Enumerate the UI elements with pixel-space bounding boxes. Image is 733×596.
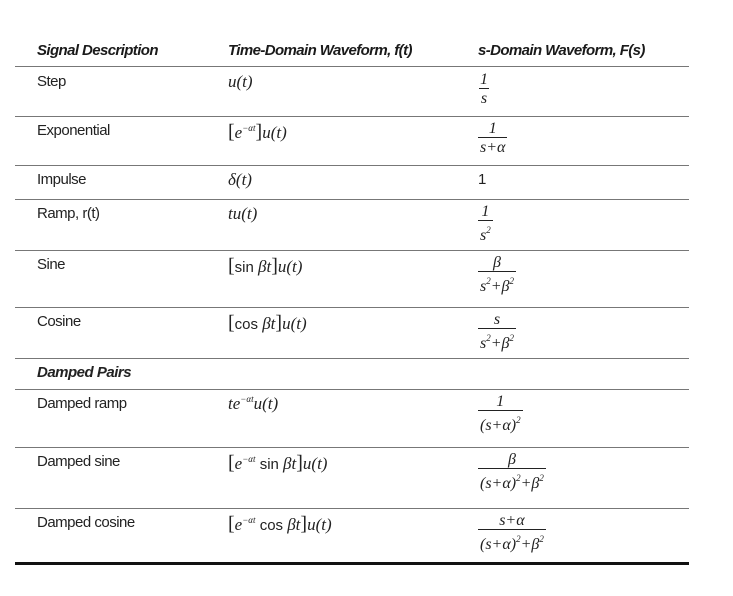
expr-post: u(t) (253, 394, 279, 413)
fraction-numerator: β (493, 254, 501, 271)
s-domain-expression (478, 71, 490, 108)
exponent: 2 (486, 333, 491, 343)
s-domain-expression (478, 512, 546, 554)
row-divider (15, 447, 689, 448)
table-bottom-rule (15, 562, 689, 565)
header-s-domain: s-Domain Waveform, F(s) (478, 42, 645, 59)
expr-open: [ (228, 255, 235, 277)
fraction-denominator (479, 88, 489, 108)
exponent: 2 (516, 473, 521, 483)
signal-description: Step (37, 73, 66, 90)
expr-close: ] (275, 312, 283, 334)
time-domain-expression (228, 394, 278, 414)
denominator-term: +β (520, 475, 540, 492)
expr-pre: u(t) (228, 72, 253, 91)
expr-fn: sin (234, 259, 259, 276)
expr-close: ] (255, 121, 263, 143)
denominator-base: s (480, 90, 488, 107)
signal-description: Damped sine (37, 453, 120, 470)
signal-description: Impulse (37, 171, 87, 188)
row-divider (15, 307, 689, 308)
time-domain-expression (228, 170, 252, 190)
signal-description: Exponential (37, 122, 110, 139)
expr-sup: −αt (242, 515, 256, 525)
expr-close: ] (300, 513, 308, 535)
exponent: 2 (516, 534, 521, 544)
denominator-term: +β (490, 335, 510, 352)
s-domain-expression: 1 (478, 171, 487, 188)
exponent: 2 (486, 276, 491, 286)
row-divider (15, 508, 689, 509)
expr-fn: cos (234, 316, 263, 333)
expr-pre: βt (258, 257, 272, 276)
exponent: 2 (486, 225, 491, 235)
fraction-numerator: 1 (481, 203, 490, 220)
expr-mid: βt (283, 454, 297, 473)
denominator-base: (s+α) (480, 536, 517, 553)
denominator-base: s+α (480, 139, 506, 156)
signal-description: Ramp, r(t) (37, 205, 100, 222)
expr-post: u(t) (262, 123, 287, 142)
exponent: 2 (509, 333, 514, 343)
exponent: 2 (509, 276, 514, 286)
expr-sup: −αt (240, 394, 254, 404)
signal-description: Sine (37, 256, 66, 273)
fraction-numerator: β (507, 451, 516, 468)
s-domain-expression (478, 254, 516, 296)
expr-fn: cos (255, 517, 288, 534)
s-domain-expression (478, 393, 523, 435)
time-domain-expression (228, 204, 257, 224)
denominator-term: +β (490, 278, 510, 295)
expr-pre: δ(t) (228, 170, 252, 189)
fraction-numerator: 1 (480, 71, 488, 88)
expr-open: [ (228, 513, 235, 535)
time-domain-expression (228, 312, 307, 335)
expr-sup: −αt (242, 123, 256, 133)
expr-post: u(t) (282, 314, 307, 333)
time-domain-expression (228, 452, 327, 475)
expr-pre: tu(t) (228, 204, 258, 223)
expr-close: ] (296, 452, 303, 474)
s-domain-expression (478, 120, 507, 157)
expr-close: ] (271, 255, 278, 277)
exponent: 2 (539, 534, 544, 544)
s-domain-expression (478, 451, 546, 493)
s-domain-expression (478, 311, 516, 353)
denominator-base: s (480, 335, 487, 352)
denominator-base: (s+α) (480, 417, 517, 434)
denominator-term: +β (520, 536, 540, 553)
expr-open: [ (228, 312, 235, 334)
row-divider (15, 358, 689, 359)
header-divider (15, 66, 689, 67)
expr-open: [ (228, 121, 235, 143)
time-domain-expression (228, 72, 253, 92)
expr-post: u(t) (302, 454, 328, 473)
signal-description: Damped cosine (37, 514, 135, 531)
expr-pre: e (234, 515, 243, 534)
header-signal-description: Signal Description (37, 42, 158, 59)
fraction-denominator (478, 410, 523, 435)
fraction-denominator (478, 468, 546, 493)
header-time-domain: Time-Domain Waveform, f(t) (228, 42, 412, 59)
signal-description: Cosine (37, 313, 81, 330)
row-divider (15, 389, 689, 390)
fraction-denominator (478, 271, 516, 296)
fraction-denominator (478, 220, 493, 245)
exponent: 2 (516, 415, 521, 425)
expr-pre: te (228, 394, 241, 413)
time-domain-expression (228, 121, 287, 144)
expr-post: u(t) (307, 515, 332, 534)
signal-description: Damped ramp (37, 395, 127, 412)
denominator-base: s (480, 278, 487, 295)
signal-description: Damped Pairs (37, 364, 132, 381)
denominator-base: (s+α) (480, 475, 517, 492)
expr-pre: e (234, 123, 243, 142)
fraction-numerator: s+α (499, 512, 525, 529)
fraction-denominator (478, 137, 507, 157)
expr-sup: −αt (242, 454, 256, 464)
row-divider (15, 165, 689, 166)
fraction-numerator: s (493, 311, 501, 328)
fraction-denominator (478, 328, 516, 353)
expr-open: [ (228, 452, 235, 474)
fraction-numerator: 1 (496, 393, 505, 410)
row-divider (15, 250, 689, 251)
time-domain-expression (228, 255, 302, 278)
time-domain-expression (228, 513, 332, 536)
expr-mid: βt (287, 515, 301, 534)
denominator-base: s (480, 227, 487, 244)
fraction-numerator: 1 (488, 120, 497, 137)
row-divider (15, 116, 689, 117)
exponent: 2 (539, 473, 544, 483)
expr-pre: βt (262, 314, 276, 333)
row-divider (15, 199, 689, 200)
expr-post: u(t) (277, 257, 303, 276)
expr-pre: e (234, 454, 243, 473)
fraction-denominator (478, 529, 546, 554)
expr-fn: sin (255, 456, 284, 473)
s-domain-expression (478, 203, 493, 245)
